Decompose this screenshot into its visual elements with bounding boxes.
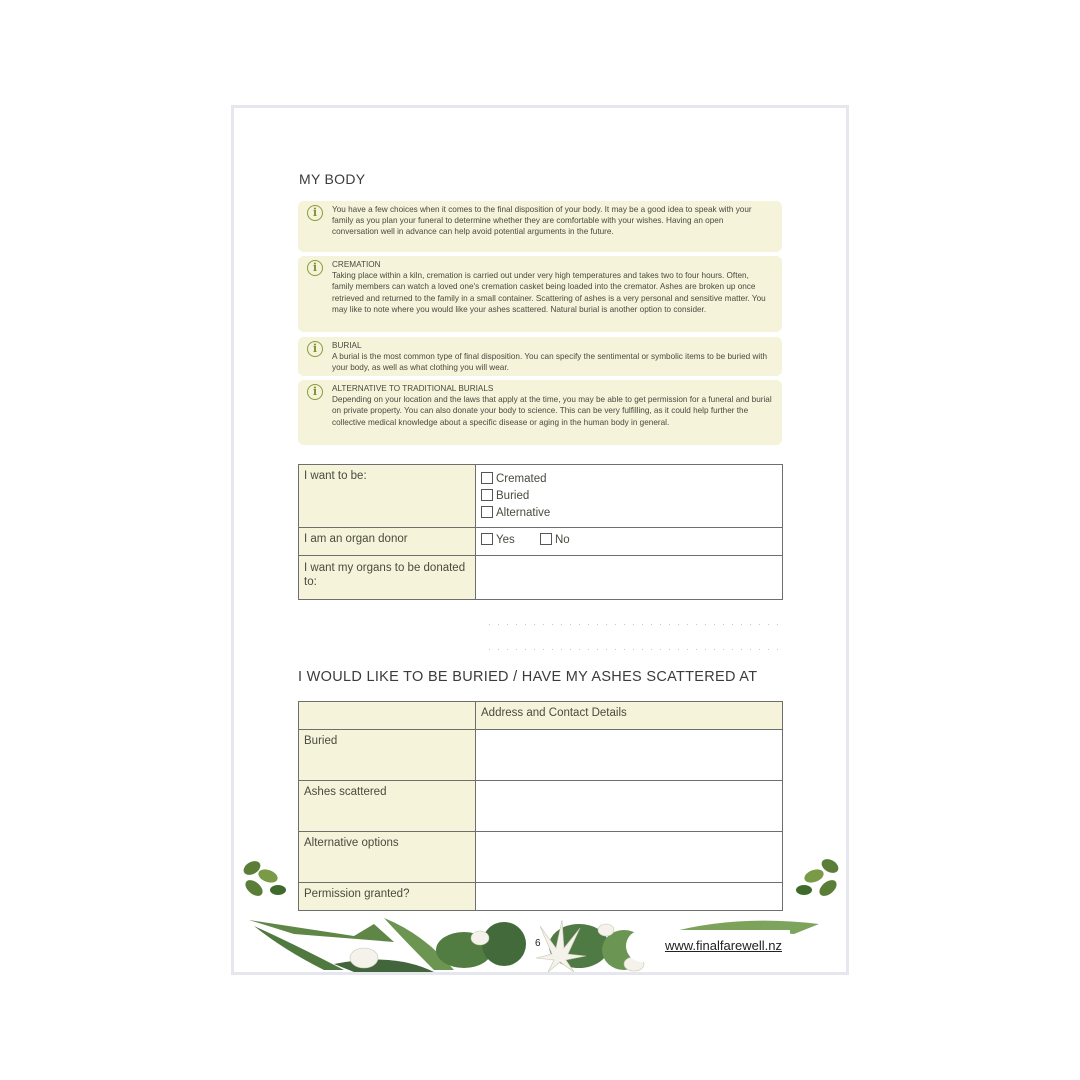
info-intro-text: You have a few choices when it comes to the final disposition of your body. It may be a good idea to speak with your family as you plan your funeral to determine whether they are comfortable with your wishes. Having an open conversation well in advance can help avoid potential arguments in the future. <box>332 205 752 237</box>
row-label-buried: Buried <box>299 730 476 781</box>
ashes-address-field[interactable] <box>476 781 783 832</box>
document-page <box>234 108 846 972</box>
leaf-cluster-left <box>238 854 290 902</box>
permission-field[interactable] <box>476 883 783 911</box>
info-burial-text: A burial is the most common type of final disposition. You can specify the sentimental or symbolic items to be buried with your body, as well as what clothing you will wear. <box>332 352 768 373</box>
info-alternative-title: ALTERNATIVE TO TRADITIONAL BURIALS <box>332 384 494 393</box>
my-body-heading: MY BODY <box>299 171 366 187</box>
option-buried[interactable] <box>481 488 777 505</box>
option-alternative[interactable] <box>481 505 777 522</box>
info-icon: i <box>307 384 323 400</box>
info-cremation-text: Taking place within a kiln, cremation is carried out under very high temperatures and takes two to four hours. Often, family members can watch a loved one's cremation casket being loaded into the cremator. Ashes are broken up once retrieved and returned to the family in a small container. Scattering of ashes is a very personal and sensitive matter. You may like to note where you would like your ashes scattered. Natural burial is another option to consider. <box>332 271 766 314</box>
row-label-permission: Permission granted? <box>299 883 476 911</box>
buried-address-field[interactable] <box>476 730 783 781</box>
info-box-alternative <box>298 380 782 445</box>
organ-donor-label: I am an organ donor <box>299 528 476 556</box>
table-row <box>299 781 783 832</box>
want-to-be-options <box>476 465 783 528</box>
option-cremated-label: Cremated <box>496 473 547 485</box>
organs-donated-to-field[interactable] <box>476 556 783 600</box>
website-link[interactable]: www.finalfarewell.nz <box>626 930 790 962</box>
info-burial-title: BURIAL <box>332 341 362 350</box>
leaf-cluster-right <box>792 854 846 902</box>
table-row <box>299 528 783 556</box>
dotted-divider <box>489 649 784 650</box>
organs-donated-to-label: I want my organs to be donated to: <box>299 556 476 600</box>
alternative-address-field[interactable] <box>476 832 783 883</box>
address-header: Address and Contact Details <box>476 702 783 730</box>
info-box-burial <box>298 337 782 376</box>
table-row <box>299 702 783 730</box>
option-cremated[interactable] <box>481 471 777 488</box>
row-label-ashes: Ashes scattered <box>299 781 476 832</box>
location-table <box>298 701 783 911</box>
info-box-intro <box>298 201 782 252</box>
dotted-divider <box>489 624 784 625</box>
info-cremation-title: CREMATION <box>332 260 381 269</box>
info-icon: i <box>307 205 323 221</box>
info-box-cremation <box>298 256 782 332</box>
table-row <box>299 832 783 883</box>
table-row <box>299 730 783 781</box>
want-to-be-label: I want to be: <box>299 465 476 528</box>
header-empty-cell <box>299 702 476 730</box>
checkbox-alternative[interactable] <box>481 506 493 518</box>
option-buried-label: Buried <box>496 490 530 502</box>
info-icon: i <box>307 341 323 357</box>
option-no[interactable] <box>540 534 570 546</box>
page-number: 6 <box>535 938 541 949</box>
organ-donor-options <box>476 528 783 556</box>
checkbox-yes[interactable] <box>481 533 493 545</box>
option-no-label: No <box>554 534 570 546</box>
row-label-alternative: Alternative options <box>299 832 476 883</box>
wishes-table <box>298 464 783 600</box>
option-alternative-label: Alternative <box>496 507 551 519</box>
table-row <box>299 465 783 528</box>
option-yes[interactable] <box>481 534 515 546</box>
info-icon: i <box>307 260 323 276</box>
checkbox-buried[interactable] <box>481 489 493 501</box>
option-yes-label: Yes <box>496 534 515 546</box>
location-heading: I WOULD LIKE TO BE BURIED / HAVE MY ASHES SCATTERED AT <box>298 669 758 685</box>
table-row <box>299 883 783 911</box>
checkbox-no[interactable] <box>540 533 552 545</box>
checkbox-cremated[interactable] <box>481 472 493 484</box>
table-row <box>299 556 783 600</box>
info-alternative-text: Depending on your location and the laws that apply at the time, you may be able to get permission for a funeral and burial on private property. You can also donate your body to science. This can be very fulfilling, as it could help further the collective medical knowledge about a specific disease or aging in the human body in general. <box>332 395 772 427</box>
